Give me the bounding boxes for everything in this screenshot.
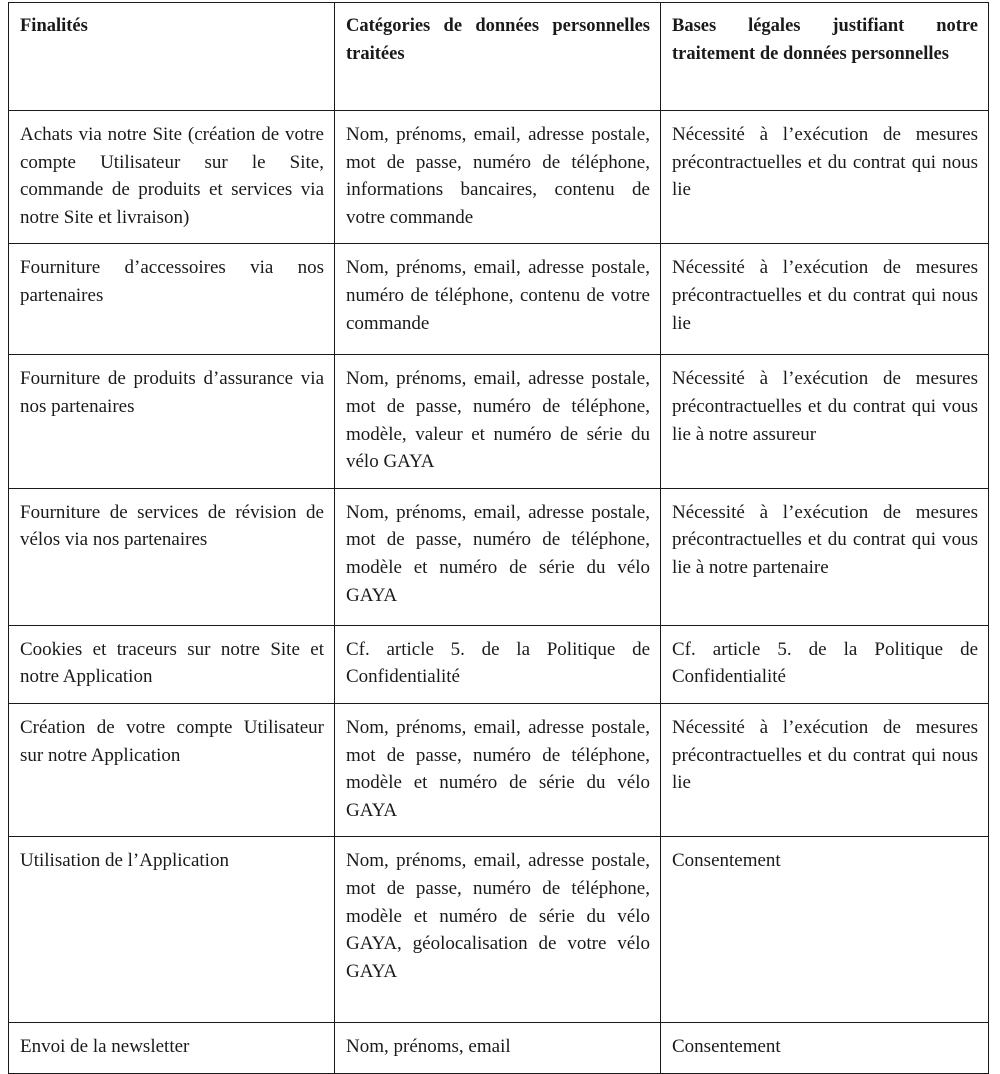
purpose-text: Fourniture de services de révision de vélos via nos partenaires: [20, 501, 324, 551]
cell-legal-basis: [661, 1023, 989, 1074]
purpose-text: Envoi de la newsletter: [20, 1036, 190, 1058]
table-row: [9, 625, 989, 703]
table-row: [9, 488, 989, 625]
table-row: [9, 355, 989, 488]
data-categories-text: Nom, prénoms, email, adresse postale, mot de passe, numéro de téléphone, modèle et numéro de série du vélo GAYA, géolocalisation de votre vélo GAYA: [346, 850, 650, 982]
header-legal-bases-text: Bases légales justifiant notre traitement de données personnelles: [672, 16, 978, 64]
cell-purpose: [9, 355, 335, 488]
cell-legal-basis: [661, 111, 989, 244]
data-categories-text: Nom, prénoms, email: [346, 1036, 511, 1058]
table-body: [9, 111, 989, 1074]
cell-legal-basis: [661, 703, 989, 836]
cell-purpose: [9, 244, 335, 355]
legal-basis-text: Cf. article 5. de la Politique de Confidentialité: [672, 638, 978, 688]
cell-legal-basis: [661, 625, 989, 703]
data-categories-text: Nom, prénoms, email, adresse postale, mot de passe, numéro de téléphone, modèle et numéro de série du vélo GAYA: [346, 716, 650, 821]
purpose-text: Achats via notre Site (création de votre compte Utilisateur sur le Site, commande de produits et services via notre Site et livraison): [20, 124, 324, 228]
cell-data-categories: [335, 111, 661, 244]
legal-basis-text: Nécessité à l’exécution de mesures précontractuelles et du contrat qui nous lie: [672, 124, 978, 201]
legal-basis-text: Consentement: [672, 1036, 781, 1058]
purpose-text: Création de votre compte Utilisateur sur notre Application: [20, 716, 324, 766]
table-header-row: [9, 3, 989, 111]
legal-basis-text: Nécessité à l’exécution de mesures précontractuelles et du contrat qui nous lie: [672, 257, 978, 334]
cell-data-categories: [335, 703, 661, 836]
data-processing-table: [8, 2, 989, 1074]
cell-legal-basis: [661, 244, 989, 355]
header-purposes-text: Finalités: [20, 16, 88, 36]
cell-purpose: [9, 488, 335, 625]
data-categories-text: Nom, prénoms, email, adresse postale, numéro de téléphone, contenu de votre commande: [346, 257, 650, 334]
data-categories-text: Nom, prénoms, email, adresse postale, mot de passe, numéro de téléphone, informations bancaires, contenu de votre commande: [346, 124, 650, 228]
table-row: [9, 244, 989, 355]
data-categories-text: Nom, prénoms, email, adresse postale, mot de passe, numéro de téléphone, modèle et numéro de série du vélo GAYA: [346, 501, 650, 606]
header-data-categories: [335, 3, 661, 111]
table-row: [9, 837, 989, 1023]
cell-data-categories: [335, 355, 661, 488]
header-data-categories-text: Catégories de données personnelles traitées: [346, 16, 650, 64]
cell-data-categories: [335, 1023, 661, 1074]
cell-purpose: [9, 625, 335, 703]
cell-legal-basis: [661, 355, 989, 488]
purpose-text: Fourniture d’accessoires via nos partenaires: [20, 257, 324, 306]
cell-purpose: [9, 703, 335, 836]
table-row: [9, 111, 989, 244]
purpose-text: Fourniture de produits d’assurance via nos partenaires: [20, 368, 324, 417]
cell-purpose: [9, 837, 335, 1023]
cell-data-categories: [335, 625, 661, 703]
cell-legal-basis: [661, 837, 989, 1023]
table-row: [9, 703, 989, 836]
purpose-text: Utilisation de l’Application: [20, 850, 229, 872]
legal-basis-text: Nécessité à l’exécution de mesures précontractuelles et du contrat qui vous lie à notre partenaire: [672, 501, 978, 578]
header-purposes: [9, 3, 335, 111]
table-row: [9, 1023, 989, 1074]
cell-data-categories: [335, 244, 661, 355]
cell-data-categories: [335, 837, 661, 1023]
legal-basis-text: Nécessité à l’exécution de mesures précontractuelles et du contrat qui nous lie: [672, 716, 978, 794]
purpose-text: Cookies et traceurs sur notre Site et notre Application: [20, 638, 324, 688]
cell-data-categories: [335, 488, 661, 625]
legal-basis-text: Nécessité à l’exécution de mesures précontractuelles et du contrat qui vous lie à notre assureur: [672, 368, 978, 445]
cell-purpose: [9, 111, 335, 244]
data-categories-text: Cf. article 5. de la Politique de Confidentialité: [346, 638, 650, 688]
cell-purpose: [9, 1023, 335, 1074]
data-categories-text: Nom, prénoms, email, adresse postale, mot de passe, numéro de téléphone, modèle, valeur et numéro de série du vélo GAYA: [346, 368, 650, 473]
cell-legal-basis: [661, 488, 989, 625]
header-legal-bases: [661, 3, 989, 111]
table-header: [9, 3, 989, 111]
legal-basis-text: Consentement: [672, 850, 781, 872]
